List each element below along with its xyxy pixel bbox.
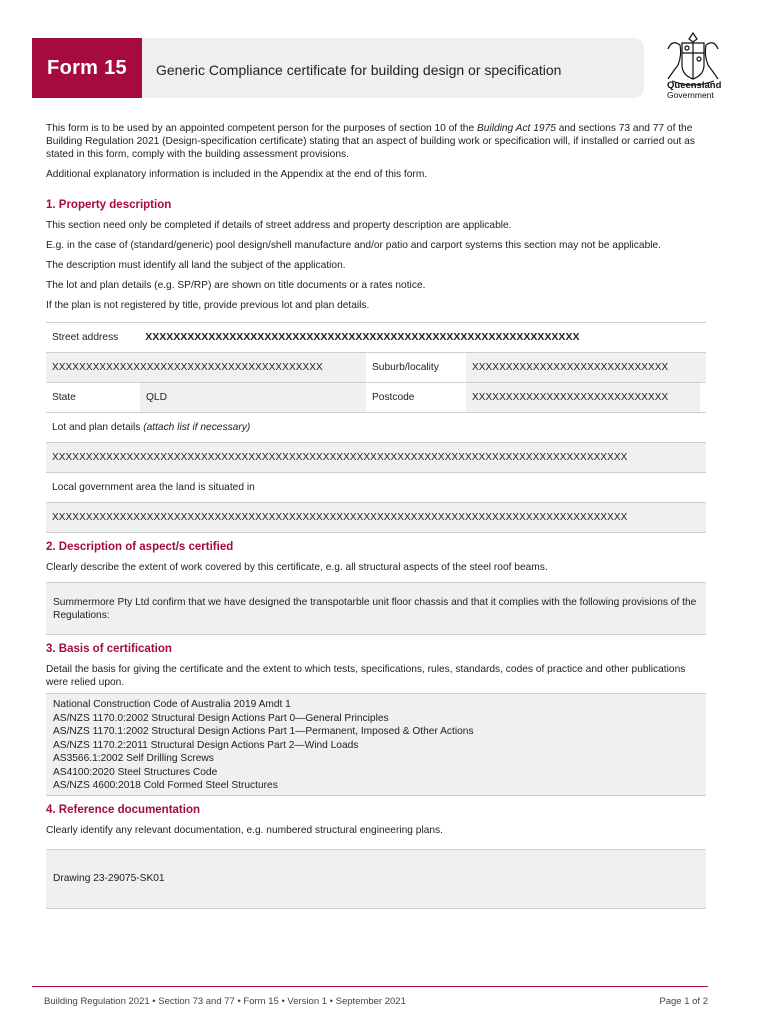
footer-divider: [32, 986, 708, 987]
section-4-heading: 4. Reference documentation: [46, 803, 201, 816]
postcode-label: Postcode: [372, 392, 415, 403]
lga-label-row: [46, 473, 706, 503]
section-2-note: Clearly describe the extent of work covered by this certificate, e.g. all structural aspects of the steel roof beams.: [46, 562, 548, 573]
lot-plan-field[interactable]: XXXXXXXXXXXXXXXXXXXXXXXXXXXXXXXXXXXXXXXXXXXXXXXXXXXXXXXXXXXXXXXXXXXXXXXXXXXXXXXXXXXXX: [52, 452, 628, 463]
form-content: [46, 122, 706, 909]
state-postcode-row: [46, 383, 706, 413]
suburb-field[interactable]: XXXXXXXXXXXXXXXXXXXXXXXXXXXXX: [472, 362, 669, 373]
address-line-2-field[interactable]: XXXXXXXXXXXXXXXXXXXXXXXXXXXXXXXXXXXXXXXX: [52, 362, 323, 373]
basis-of-certification-field[interactable]: [46, 693, 706, 796]
footer-regulation-info: Building Regulation 2021 • Section 73 and 77 • Form 15 • Version 1 • September 2021: [44, 996, 406, 1007]
section-1-note-4: The lot and plan details (e.g. SP/RP) are shown on title documents or a rates notice.: [46, 280, 426, 291]
form-title: Generic Compliance certificate for building design or specification: [156, 62, 562, 78]
section-1-note-5: If the plan is not registered by title, provide previous lot and plan details.: [46, 300, 370, 311]
section-1-note-3: The description must identify all land the subject of the application.: [46, 260, 346, 271]
logo-government-text: Government: [667, 90, 714, 100]
state-field[interactable]: QLD: [140, 383, 366, 412]
lga-field[interactable]: XXXXXXXXXXXXXXXXXXXXXXXXXXXXXXXXXXXXXXXXXXXXXXXXXXXXXXXXXXXXXXXXXXXXXXXXXXXXXXXXXXXXX: [52, 512, 628, 523]
section-1-note-1: This section need only be completed if details of street address and property description are applicable.: [46, 220, 512, 231]
intro-paragraph: This form is to be used by an appointed competent person for the purposes of section 10 of the Building Act 1975 and sections 73 and 77 of the Building Regulation 2021 (Design-specification certificate) stating that an aspect of building work or specification will, if installed or carried out as stated in this form, comply with the building assessment provisions.: [46, 123, 695, 160]
section-4-note: Clearly identify any relevant documentation, e.g. numbered structural engineering plans.: [46, 824, 443, 836]
suburb-label: Suburb/locality: [366, 353, 466, 382]
intro-appendix-note: Additional explanatory information is included in the Appendix at the end of this form.: [46, 169, 428, 180]
page-number: Page 1 of 2: [659, 996, 708, 1007]
section-1-heading: 1. Property description: [46, 199, 172, 211]
street-address-label: Street address: [52, 332, 119, 343]
lot-plan-label-row: [46, 413, 706, 443]
state-label: State: [52, 392, 76, 403]
logo-queensland-text: Queensland: [667, 80, 722, 91]
street-address-field[interactable]: XXXXXXXXXXXXXXXXXXXXXXXXXXXXXXXXXXXXXXXXXXXXXXXXXXXXXXXXXXXXXX: [145, 331, 580, 343]
basis-line: National Construction Code of Australia 2019 Amdt 1: [53, 699, 291, 710]
property-table: [46, 322, 706, 533]
basis-line: AS/NZS 1170.2:2011 Structural Design Actions Part 2—Wind Loads: [53, 739, 359, 751]
section-1-note-2: E.g. in the case of (standard/generic) pool design/shell manufacture and/or patio and carport systems this section may not be applicable.: [46, 240, 661, 251]
basis-line: AS3566.1:2002 Self Drilling Screws: [53, 753, 214, 764]
reference-documentation-field[interactable]: Drawing 23-29075-SK01: [46, 849, 706, 909]
basis-line: AS/NZS 1170.1:2002 Structural Design Actions Part 1—Permanent, Imposed & Other Actions: [53, 726, 474, 737]
postcode-field[interactable]: XXXXXXXXXXXXXXXXXXXXXXXXXXXXX: [466, 383, 700, 412]
section-3-heading: 3. Basis of certification: [46, 643, 172, 655]
address-line-2-row: [46, 353, 706, 383]
section-3-note: Detail the basis for giving the certificate and the extent to which tests, specifications, rules, standards, codes of practice and other publications were relied upon.: [46, 664, 686, 688]
basis-line: AS4100:2020 Steel Structures Code: [53, 766, 218, 778]
street-address-row: [46, 323, 706, 353]
lot-plan-row: [46, 443, 706, 473]
aspects-certified-field[interactable]: Summermore Pty Ltd confirm that we have designed the transpotarble unit floor chassis and that it complies with the following provisions of the Regulations:: [46, 582, 706, 635]
lot-plan-label: Lot and plan details (attach list if necessary): [52, 422, 251, 433]
basis-line: AS/NZS 4600:2018 Cold Formed Steel Structures: [53, 780, 278, 791]
lga-row: [46, 503, 706, 533]
lga-label: Local government area the land is situated in: [52, 482, 255, 493]
basis-line: AS/NZS 1170.0:2002 Structural Design Actions Part 0—General Principles: [53, 712, 389, 724]
form-number-badge: Form 15: [32, 38, 142, 98]
section-2-heading: 2. Description of aspect/s certified: [46, 541, 234, 553]
